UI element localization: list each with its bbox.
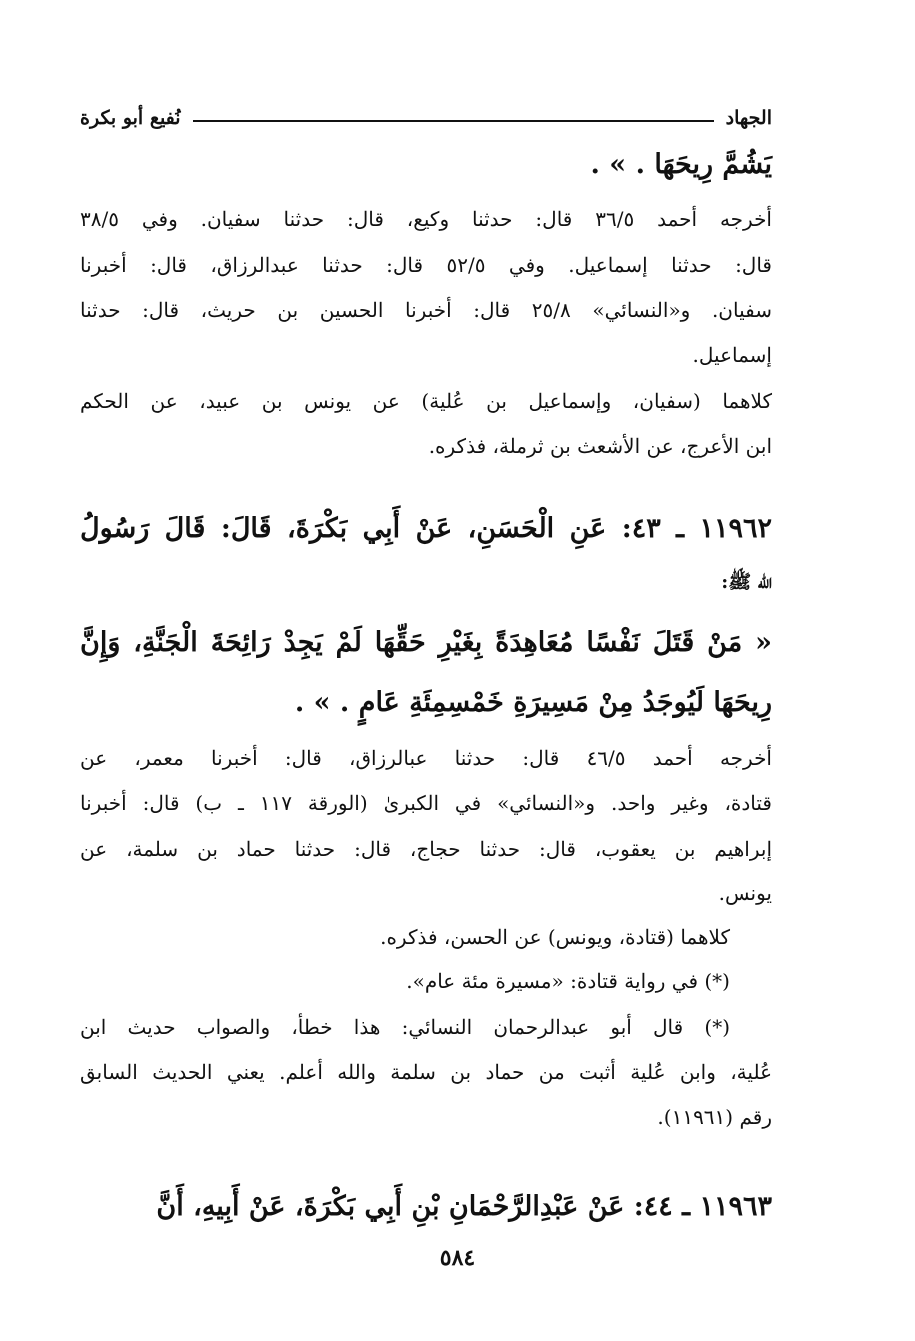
hadith-heading-continuation: الله ﷺ: <box>721 571 772 593</box>
hadith-matn-line: « مَنْ قَتَلَ نَفْسًا مُعَاهِدَةً بِغَيْرِ حَقِّهَا لَمْ يَجِدْ رَائِحَةَ الْجَنَّةِ، وَإِنَّ <box>80 627 772 658</box>
note-line: (*) قال أبو عبدالرحمان النسائي: هذا خطأ، والصواب حديث ابن <box>80 1015 730 1039</box>
header-chapter-title: الجهاد <box>725 107 772 129</box>
hadith-heading: ١١٩٦٣ ـ ٤٤: عَنْ عَبْدِالرَّحْمَانِ بْنِ أَبِي بَكْرَةَ، عَنْ أَبِيهِ، أَنَّ <box>156 1191 772 1222</box>
takhrij-line: قال: حدثنا إسماعيل. وفي ٥٢/٥ قال: حدثنا عبدالرزاق، قال: أخبرنا <box>80 253 772 277</box>
note-line: رقم (١١٩٦١). <box>657 1105 772 1129</box>
hadith-matn-line: رِيحَهَا لَيُوجَدُ مِنْ مَسِيرَةِ خَمْسِمِئَةِ عَامٍ . » . <box>294 687 772 718</box>
chain-summary-line: ابن الأعرج، عن الأشعث بن ثرملة، فذكره. <box>428 434 772 458</box>
note-line: (*) في رواية قتادة: «مسيرة مئة عام». <box>406 969 730 993</box>
chain-summary-line: كلاهما (سفيان، وإسماعيل بن عُلية) عن يونس بن عبيد، عن الحكم <box>80 389 772 413</box>
takhrij-line: أخرجه أحمد ٣٦/٥ قال: حدثنا وكيع، قال: حدثنا سفيان. وفي ٣٨/٥ <box>80 207 772 231</box>
page-number: ٥٨٤ <box>439 1245 476 1271</box>
takhrij-line: يونس. <box>718 881 772 905</box>
takhrij-line: أخرجه أحمد ٤٦/٥ قال: حدثنا عبالرزاق، قال: أخبرنا معمر، عن <box>80 746 772 770</box>
hadith-heading: ١١٩٦٢ ـ ٤٣: عَنِ الْحَسَنِ، عَنْ أَبِي بَكْرَةَ، قَالَ: قَالَ رَسُولُ <box>80 513 772 544</box>
header-rule <box>193 120 714 122</box>
takhrij-line: إبراهيم بن يعقوب، قال: حدثنا حجاج، قال: حدثنا حماد بن سلمة، عن <box>80 837 772 861</box>
takhrij-line: سفيان. و«النسائي» ٢٥/٨ قال: أخبرنا الحسين بن حريث، قال: حدثنا <box>80 298 772 322</box>
takhrij-line: إسماعيل. <box>692 343 772 367</box>
takhrij-line: قتادة، وغير واحد. و«النسائي» في الكبرىٰ (الورقة ١١٧ ـ ب) قال: أخبرنا <box>80 791 772 815</box>
header-narrator-name: نُفيع أبو بكرة <box>80 107 181 129</box>
chain-summary-line: كلاهما (قتادة، ويونس) عن الحسن، فذكره. <box>380 925 730 949</box>
hadith-text-continuation: يَشُمَّ رِيحَهَا . » . <box>590 149 772 180</box>
running-header <box>80 104 772 132</box>
note-line: عُلية، وابن عُلية أثبت من حماد بن سلمة والله أعلم. يعني الحديث السابق <box>80 1060 772 1084</box>
